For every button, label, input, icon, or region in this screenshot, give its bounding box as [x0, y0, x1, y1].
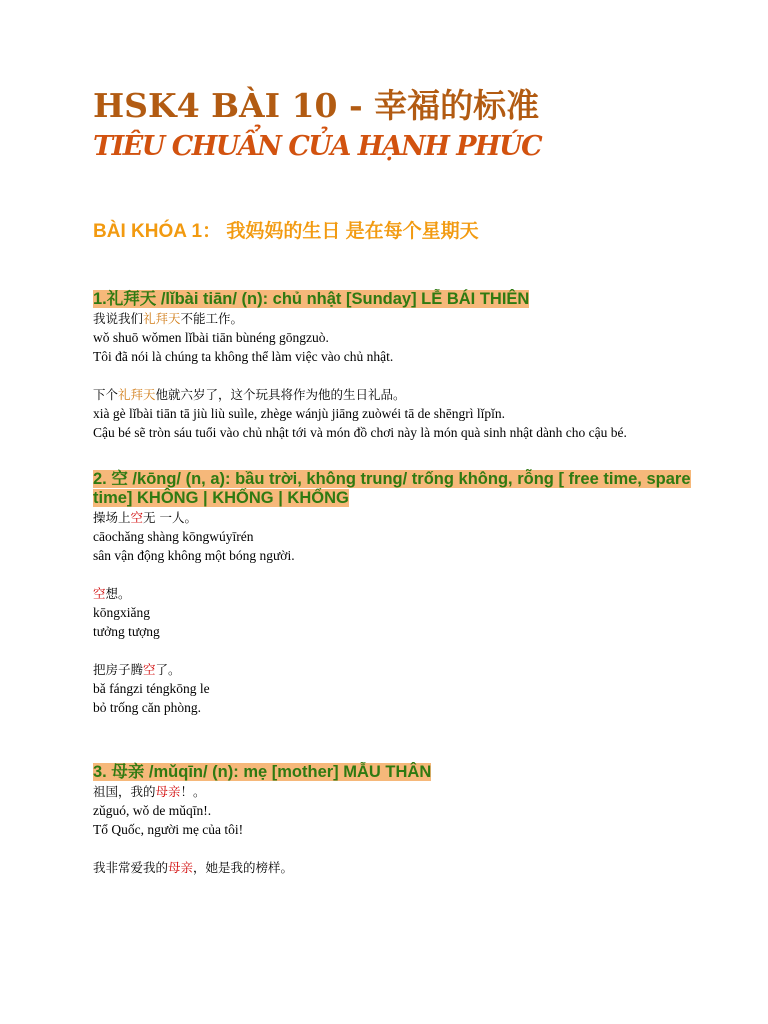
example-chinese: 操场上空无 一人。: [93, 510, 198, 525]
vocab-entry-1: [93, 290, 708, 442]
vocab-heading: [93, 763, 708, 782]
example-translation: bỏ trống căn phòng.: [93, 700, 201, 715]
lesson-heading: BÀI KHÓA 1： 我妈妈的生日 是在每个星期天: [93, 221, 479, 242]
example-translation: sân vận động không một bóng người.: [93, 548, 295, 563]
vocab-heading-text: 2. 空 /kōng/ (n, a): bầu trời, không trung/ trống không, rỗng [ free time, spare time] KHÔNG | KHỐNG | KHỔNG: [93, 470, 691, 507]
vocab-heading-text: 1.礼拜天 /lǐbài tiān/ (n): chủ nhật [Sunday] LỄ BÁI THIÊN: [93, 290, 530, 308]
vocab-heading: [93, 470, 708, 508]
vocab-entry-3: [93, 763, 708, 877]
example-translation: Tôi đã nói là chúng ta không thể làm việc vào chủ nhật.: [93, 349, 394, 364]
example-chinese: 我说我们礼拜天不能工作。: [93, 311, 244, 326]
example-chinese: 把房子腾空了。: [93, 662, 181, 677]
example-pinyin: xià gè lǐbài tiān tā jiù liù suìle, zhège wánjù jiāng zuòwéi tā de shēngrì lǐpǐn.: [93, 406, 506, 421]
page-title: HSK4 BÀI 10 - 幸福的标准: [93, 86, 540, 125]
example-chinese: 下个礼拜天他就六岁了，这个玩具将作为他的生日礼品。: [93, 387, 406, 402]
example-pinyin: cāochǎng shàng kōngwúyīrén: [93, 529, 254, 544]
example-keyword: 母亲: [168, 860, 194, 875]
example-keyword: 礼拜天: [118, 387, 156, 402]
example-keyword: 礼拜天: [143, 311, 181, 326]
example-chinese: 祖国，我的母亲！。: [93, 784, 206, 799]
vocab-entry-2: [93, 470, 708, 717]
vocab-heading: [93, 290, 708, 309]
example-chinese: 我非常爱我的母亲，她是我的榜样。: [93, 860, 294, 875]
example-chinese: 空想。: [93, 586, 131, 601]
example-translation: tưởng tượng: [93, 624, 160, 639]
example-keyword: 空: [93, 586, 106, 601]
example-translation: Tổ Quốc, người mẹ của tôi!: [93, 822, 244, 837]
example-keyword: 空: [130, 510, 144, 525]
example-keyword: 母亲: [155, 784, 181, 799]
example-keyword: 空: [143, 662, 156, 677]
example-translation: Cậu bé sẽ tròn sáu tuổi vào chủ nhật tới và món đồ chơi này là món quà sinh nhật dành cho cậu bé.: [93, 425, 627, 440]
example-pinyin: wǒ shuō wǒmen lǐbài tiān bùnéng gōngzuò.: [93, 330, 329, 345]
page-subtitle: TIÊU CHUẨN CỦA HẠNH PHÚC: [93, 131, 542, 162]
example-pinyin: bǎ fángzi téngkōng le: [93, 681, 210, 696]
example-pinyin: zǔguó, wǒ de mǔqīn!.: [93, 803, 212, 818]
vocab-heading-text: 3. 母亲 /mǔqīn/ (n): mẹ [mother] MẪU THÂN: [93, 763, 432, 781]
example-pinyin: kōngxiǎng: [93, 605, 150, 620]
